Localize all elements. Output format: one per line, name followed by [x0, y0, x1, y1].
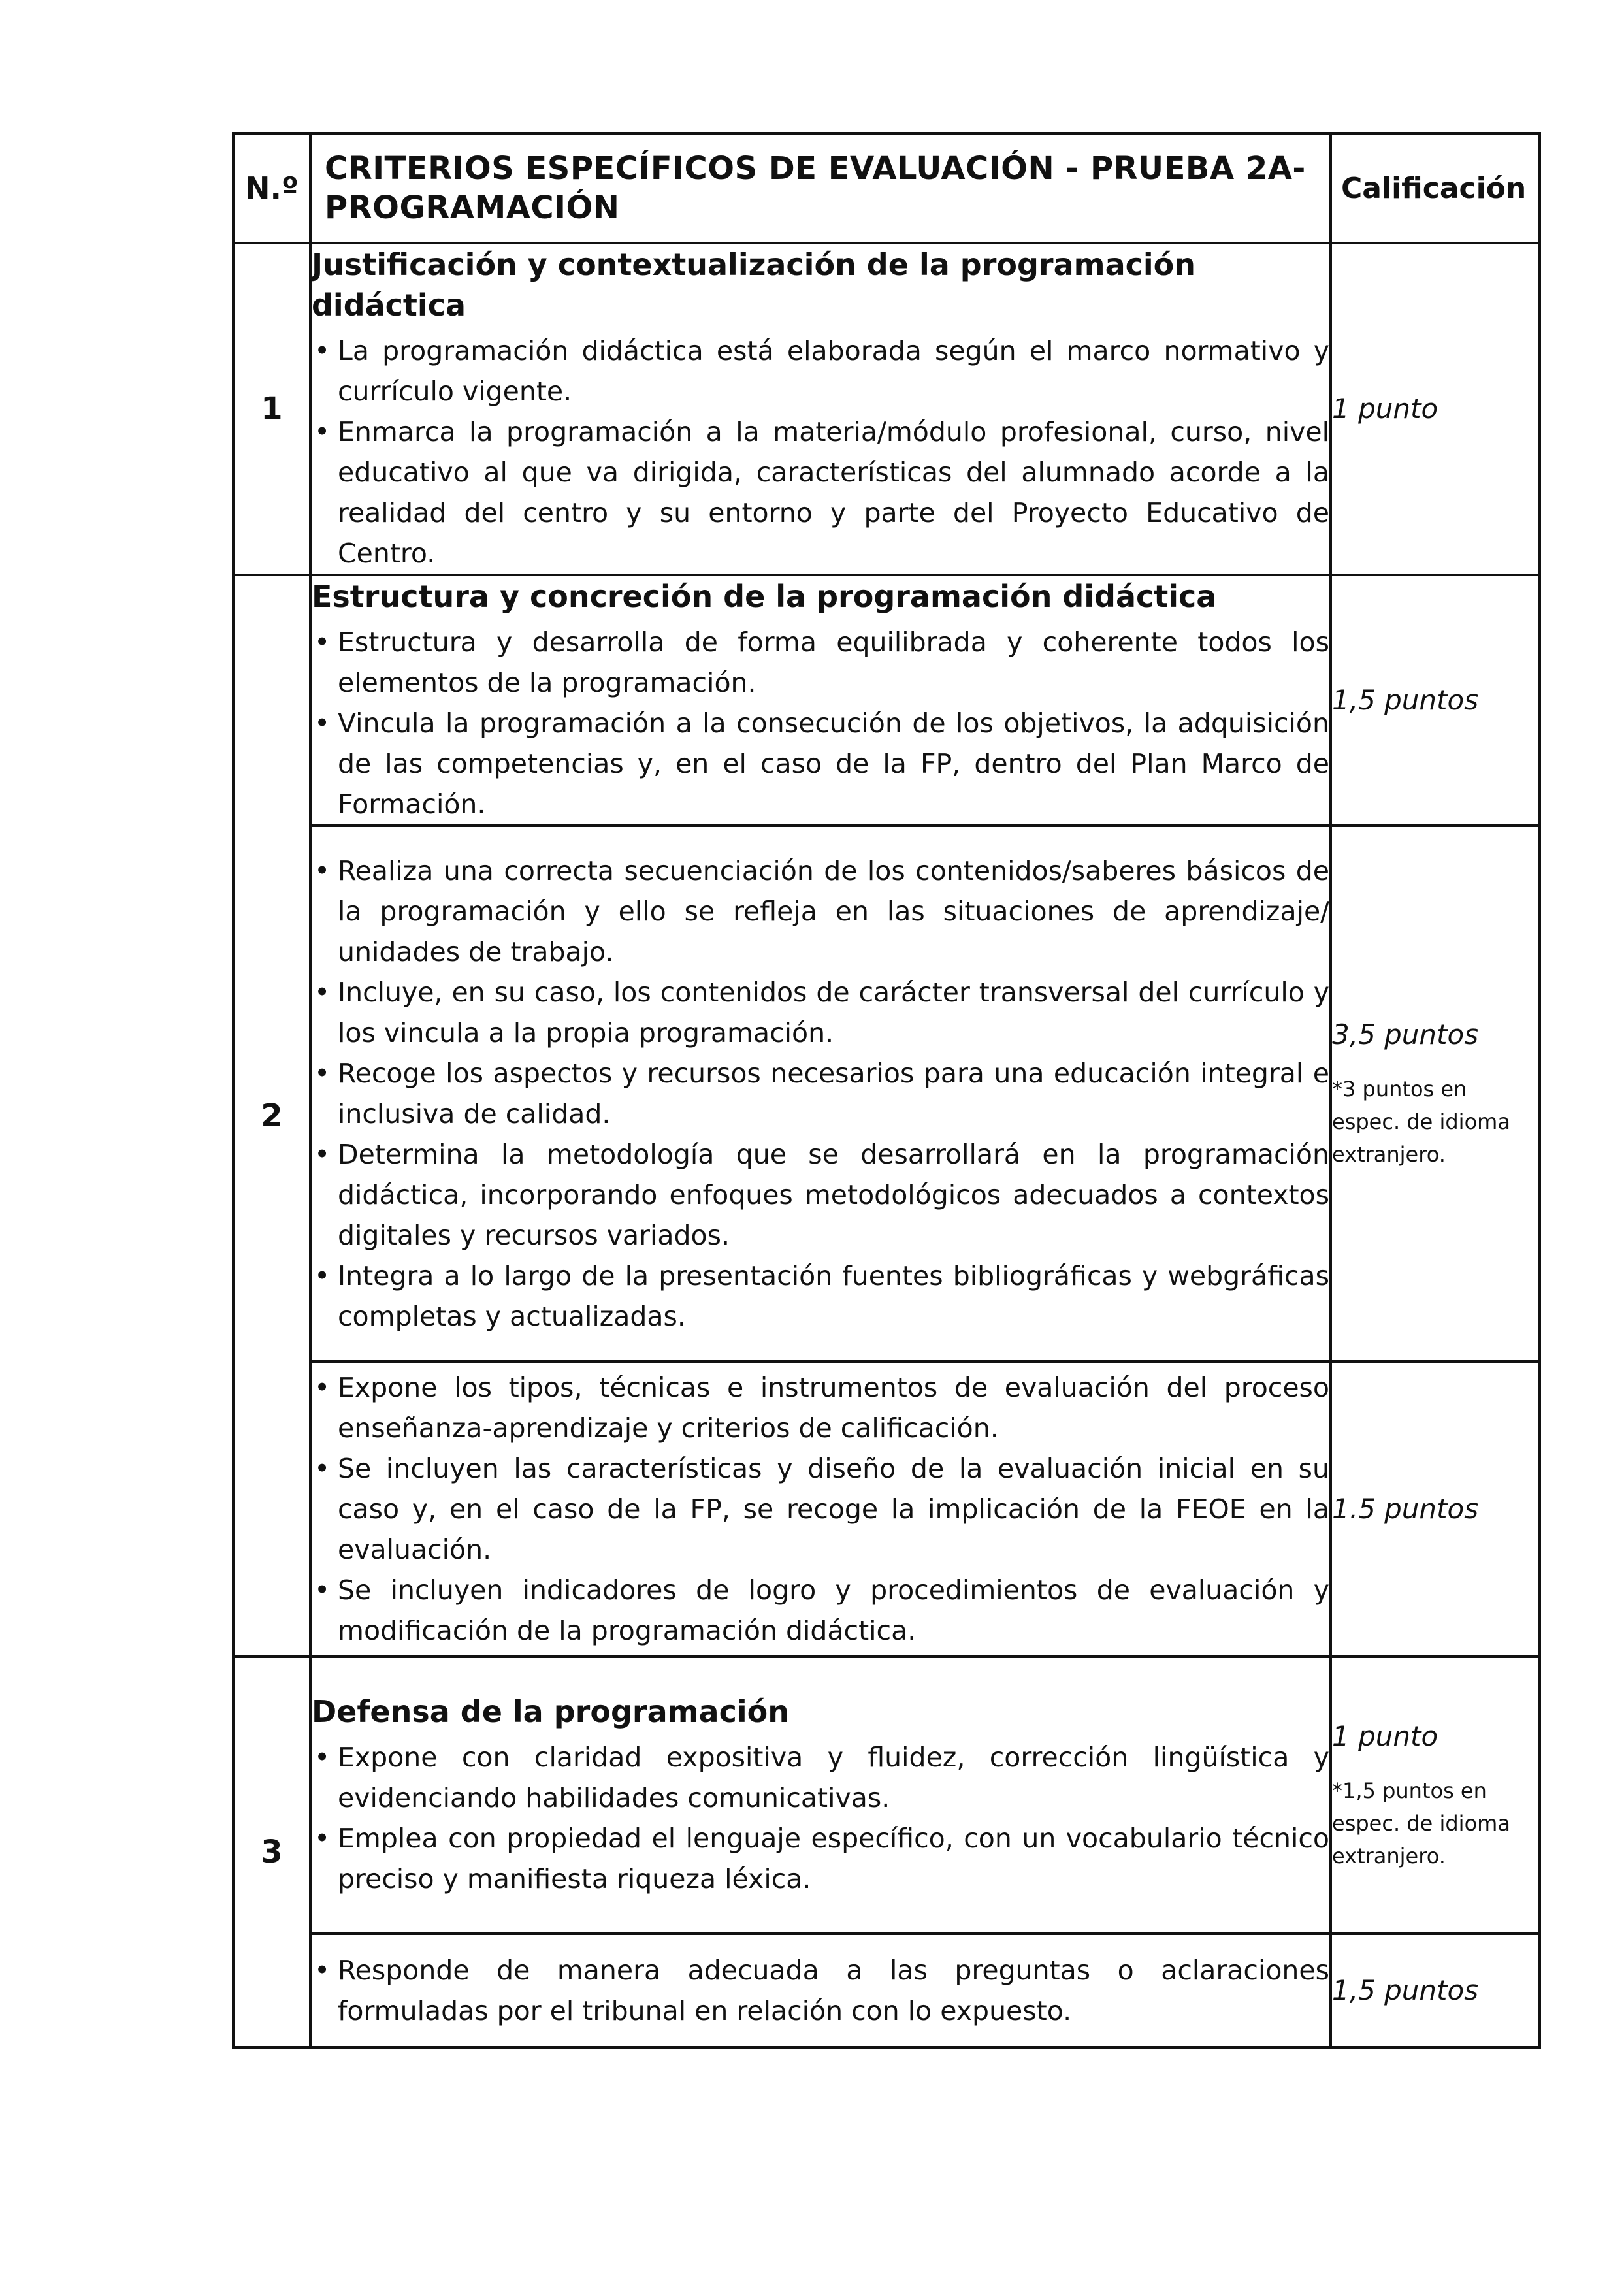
criterion-item: • Vincula la programación a la consecución de los objetivos, la adquisición de las competencias y, en el caso de la FP, dentro del Plan Marco de Formación.	[312, 703, 1329, 824]
section-1-criteria	[310, 243, 1331, 575]
evaluation-criteria-table	[232, 132, 1541, 2049]
criterion-item: • Se incluyen indicadores de logro y procedimientos de evaluación y modificación de la programación didáctica.	[312, 1570, 1329, 1651]
criterion-item: • Se incluyen las características y diseño de la evaluación inicial en su caso y, en el caso de la FP, se recoge la implicación de la FEOE en la evaluación.	[312, 1448, 1329, 1570]
section-2c-criteria	[310, 1361, 1331, 1657]
section-1-row	[233, 243, 1540, 575]
criterion-item: • Enmarca la programación a la materia/módulo profesional, curso, nivel educativo al que va dirigida, características del alumnado acorde a la realidad del centro y su entorno y parte del Proyecto Educativo de Centro.	[312, 412, 1329, 574]
section-2c-row	[233, 1361, 1540, 1657]
section-2c-criteria-list	[312, 1367, 1329, 1651]
section-2b-row	[233, 826, 1540, 1361]
criterion-item: • Realiza una correcta secuenciación de los contenidos/saberes básicos de la programación y ello se refleja en las situaciones de aprendizaje/ unidades de trabajo.	[312, 851, 1329, 972]
criterion-item: • Recoge los aspectos y recursos necesarios para una educación integral e inclusiva de calidad.	[312, 1053, 1329, 1134]
criterion-item: • Integra a lo largo de la presentación fuentes bibliográficas y webgráficas completas y actualizadas.	[312, 1256, 1329, 1337]
section-1-title: Justificación y contextualización de la programación didáctica	[312, 247, 1196, 323]
section-3b-criteria	[310, 1934, 1331, 2047]
table-header-row	[233, 133, 1540, 243]
section-3a-score-cell	[1331, 1657, 1540, 1934]
section-3a-row	[233, 1657, 1540, 1934]
section-2b-criteria	[310, 826, 1331, 1361]
section-2a-criteria-list	[312, 622, 1329, 824]
section-2-number: 2	[233, 575, 310, 1657]
number-column-header: N.º	[233, 133, 310, 243]
section-2a-criteria	[310, 575, 1331, 826]
section-2b-score-note: *3 puntos en espec. de idioma extranjero.	[1332, 1077, 1510, 1167]
section-3a-score: 1 punto	[1332, 1720, 1438, 1752]
section-2-title: Estructura y concreción de la programación didáctica	[312, 579, 1217, 614]
section-2b-score: 3,5 puntos	[1332, 1018, 1479, 1050]
section-3b-score: 1,5 puntos	[1331, 1934, 1540, 2047]
section-2b-criteria-list	[312, 851, 1329, 1337]
section-2a-score: 1,5 puntos	[1331, 575, 1540, 826]
section-3b-row	[233, 1934, 1540, 2047]
section-3a-criteria	[310, 1657, 1331, 1934]
section-3a-score-note: *1,5 puntos en espec. de idioma extranjero.	[1332, 1778, 1510, 1868]
criterion-item: • Determina la metodología que se desarrollará en la programación didáctica, incorporando enfoques metodológicos adecuados a contextos digitales y recursos variados.	[312, 1134, 1329, 1256]
criterion-item: • Estructura y desarrolla de forma equilibrada y coherente todos los elementos de la programación.	[312, 622, 1329, 703]
criterion-item: • Emplea con propiedad el lenguaje específico, con un vocabulario técnico preciso y manifiesta riqueza léxica.	[312, 1818, 1329, 1899]
section-1-score: 1 punto	[1331, 243, 1540, 575]
criterion-item: • Responde de manera adecuada a las preguntas o aclaraciones formuladas por el tribunal en relación con lo expuesto.	[312, 1950, 1329, 2031]
section-1-criteria-list	[312, 331, 1329, 574]
criterion-item: • Expone con claridad expositiva y fluidez, corrección lingüística y evidenciando habilidades comunicativas.	[312, 1737, 1329, 1818]
section-2b-score-cell	[1331, 826, 1540, 1361]
criterion-item: • La programación didáctica está elaborada según el marco normativo y currículo vigente.	[312, 331, 1329, 412]
section-3a-criteria-list	[312, 1737, 1329, 1899]
section-3b-criteria-list	[312, 1950, 1329, 2031]
section-1-number: 1	[233, 243, 310, 575]
score-column-header: Calificación	[1331, 133, 1540, 243]
criterion-item: • Incluye, en su caso, los contenidos de carácter transversal del currículo y los vincula a la propia programación.	[312, 972, 1329, 1053]
criteria-column-header: CRITERIOS ESPECÍFICOS DE EVALUACIÓN - PRUEBA 2A- PROGRAMACIÓN	[310, 133, 1331, 243]
section-3-title: Defensa de la programación	[312, 1694, 789, 1729]
section-2a-row	[233, 575, 1540, 826]
section-3-number: 3	[233, 1657, 310, 2047]
criterion-item: • Expone los tipos, técnicas e instrumentos de evaluación del proceso enseñanza-aprendizaje y criterios de calificación.	[312, 1367, 1329, 1448]
section-2c-score: 1.5 puntos	[1331, 1361, 1540, 1657]
